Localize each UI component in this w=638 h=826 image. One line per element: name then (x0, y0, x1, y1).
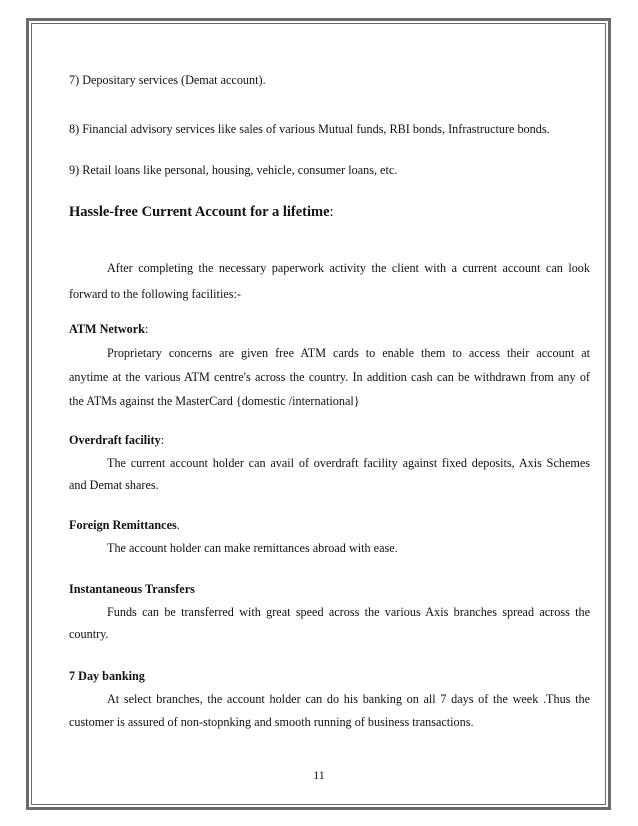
atm-paragraph-line-3: the ATMs against the MasterCard {domestic /international} (69, 394, 360, 408)
atm-paragraph-line-2: anytime at the various ATM centre's across the country. In addition cash can be withdrawn from any of (69, 370, 590, 384)
atm-network-title: ATM Network (69, 322, 145, 336)
remittances-period: . (176, 518, 180, 532)
overdraft-paragraph-line-2: and Demat shares. (69, 478, 159, 492)
transfers-paragraph-line-2: country. (69, 627, 109, 641)
page-border-inner (31, 23, 606, 805)
list-item-financial-advisory: 8) Financial advisory services like sales of various Mutual funds, RBI bonds, Infrastructure bonds. (69, 122, 550, 136)
atm-network-colon: : (144, 322, 149, 336)
transfers-paragraph-line-1: Funds can be transferred with great speed across the various Axis branches spread across the (107, 605, 590, 619)
intro-paragraph-line-2: forward to the following facilities:- (69, 287, 241, 301)
overdraft-title: Overdraft facility (69, 433, 161, 447)
overdraft-paragraph-line-1: The current account holder can avail of overdraft facility against fixed deposits, Axis Schemes (107, 456, 590, 470)
page-number: 11 (313, 768, 325, 782)
remittances-title: Foreign Remittances (69, 518, 177, 532)
overdraft-heading (69, 432, 590, 448)
section-heading-text: Hassle-free Current Account for a lifetime (69, 204, 330, 220)
atm-network-heading (69, 321, 590, 337)
day7-paragraph-line-2: customer is assured of non-stopnking and smooth running of business transactions. (69, 715, 474, 729)
remittances-heading (69, 517, 590, 533)
transfers-heading: Instantaneous Transfers (69, 582, 195, 596)
section-heading-colon: : (329, 204, 334, 220)
list-item-depositary: 7) Depositary services (Demat account). (69, 73, 266, 87)
intro-paragraph-line-1: After completing the necessary paperwork activity the client with a current account can look (107, 261, 590, 275)
remittances-paragraph-line-1: The account holder can make remittances abroad with ease. (107, 541, 398, 555)
day7-paragraph-line-1: At select branches, the account holder can do his banking on all 7 days of the week .Thus the (107, 692, 590, 706)
overdraft-colon: : (160, 433, 165, 447)
atm-paragraph-line-1: Proprietary concerns are given free ATM cards to enable them to access their account at (107, 346, 590, 360)
day7-banking-heading: 7 Day banking (69, 669, 145, 683)
list-item-retail-loans: 9) Retail loans like personal, housing, vehicle, consumer loans, etc. (69, 163, 398, 177)
section-heading (69, 203, 590, 221)
